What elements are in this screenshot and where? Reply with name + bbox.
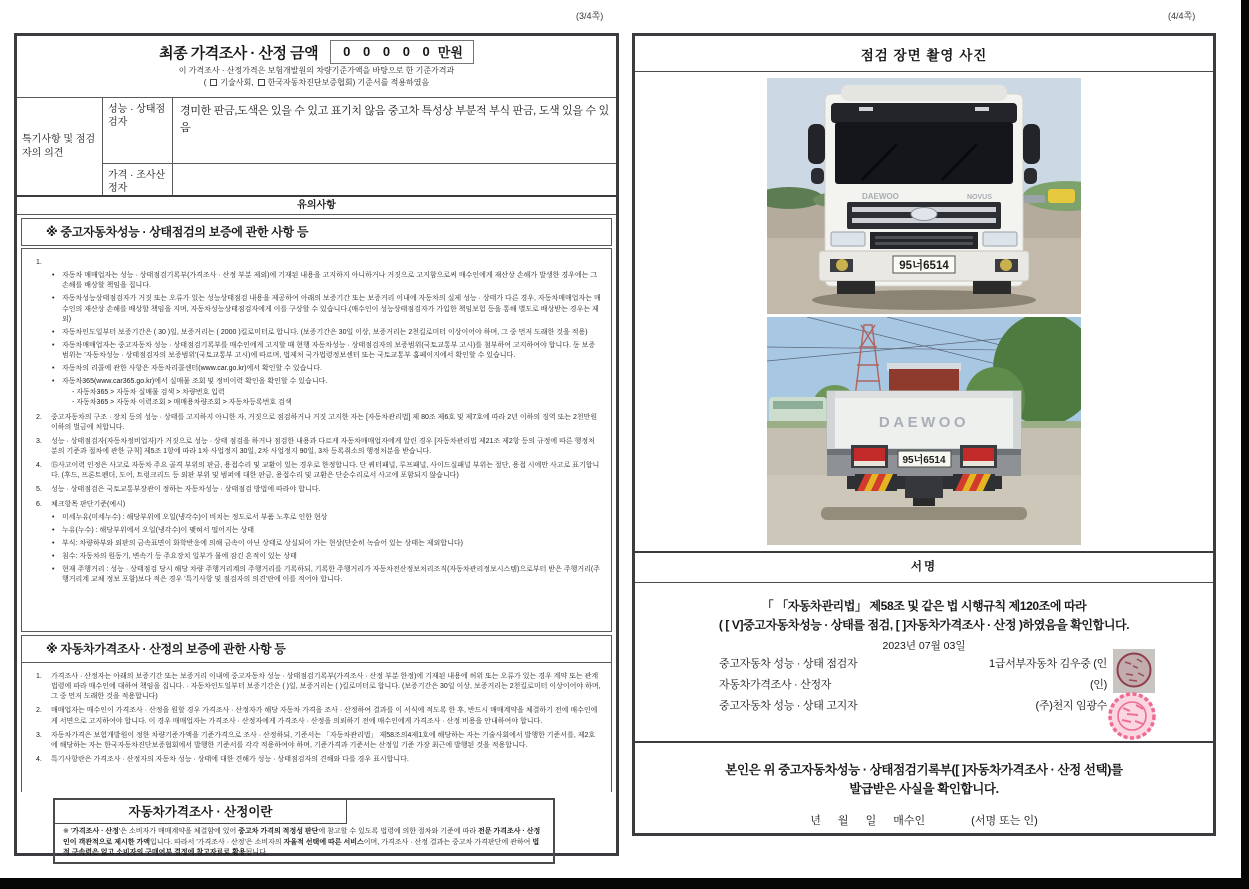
appraiser-opinion bbox=[173, 164, 616, 195]
standards-checkbox-1-label: 기술사회, bbox=[220, 78, 254, 87]
section2-title: ※ 자동차가격조사 · 산정의 보증에 관한 사항 등 bbox=[21, 635, 612, 663]
distant-vehicle bbox=[1023, 195, 1045, 203]
green-bus bbox=[769, 397, 827, 423]
headlight-right bbox=[983, 232, 1017, 246]
sun-visor bbox=[831, 103, 1017, 123]
front-badge-left: DAEWOO bbox=[862, 192, 899, 201]
front-tire-left bbox=[837, 281, 875, 294]
amount-unit: 만원 bbox=[437, 45, 463, 60]
buyer-confirmation-section bbox=[635, 743, 1213, 828]
fineprint-item: 매매업자는 매수인이 가격조사 · 산정을 원할 경우 가격조사 · 산정자가 해당 자동차 가격을 조사 · 산정하여 결과를 이 서식에 적도록 한 후, 반드시 매매계약을 체결하기 전에 매수인에게 서면으로 고지하여야 합니다. 이 경우 매매업자는 가격조사 · 산정자에게 가격조사 · 산정을 의뢰하기 전에 매수인에게 가격조사 · 산정 비용을 안내하여야 합니다. bbox=[51, 707, 598, 725]
bullet-icon: • bbox=[52, 341, 55, 349]
definition-body bbox=[55, 824, 553, 863]
buyer-date-line: 년 월 일 매수인 bbox=[810, 814, 926, 827]
license-plate-front-text: 95너6514 bbox=[899, 260, 949, 272]
signature-section bbox=[635, 583, 1213, 743]
fineprint-bullet: 침수: 자동차의 원동기, 변속기 등 주요장치 일부가 물에 잠긴 흔적이 있는 상태 bbox=[62, 553, 297, 561]
inspector-label: 성능 · 상태점검자 bbox=[103, 98, 173, 163]
bullet-icon: • bbox=[52, 295, 55, 303]
definition-text: 에 참고할 수 있도록 법령에 의한 절차와 기준에 따라 bbox=[318, 828, 478, 835]
item-number: 5. bbox=[36, 486, 42, 494]
confirmation-line1: 본인은 위 중고자동차성능 · 상태점검기록부([ ]자동차가격조사 · 산정 선택)를 bbox=[725, 763, 1123, 777]
signer-label: 자동차가격조사 · 산정자 bbox=[719, 679, 832, 692]
fineprint-item: 중고자동차의 구조 · 장치 등의 성능 · 상태를 고지하지 아니한 자, 거짓으로 점검하거나 거짓 고지한 자는 [자동차관리법] 제 80조 제6호 및 제7호에 따라 2년 이하의 징역 또는 2천만원 이하의 벌금에 처합니다. bbox=[51, 413, 598, 431]
item-number: 2. bbox=[36, 413, 42, 421]
mudflap-left bbox=[855, 474, 897, 491]
price-appraisal-definition-box bbox=[53, 798, 555, 864]
definition-text: 전문 가격조사 · 산정인이 객관적으로 제시한 가액 bbox=[63, 828, 541, 846]
bus-windows bbox=[773, 401, 823, 409]
signature-date: 2023년 07월 03일 bbox=[882, 640, 966, 653]
definition-text: 자율적 선택에 따른 서비스 bbox=[283, 838, 364, 846]
scan-edge-bottom bbox=[0, 878, 1249, 889]
rear-brand-text: DAEWOO bbox=[878, 414, 970, 431]
fineprint-subline: - 자동차365 > 자동차 실매물 검색 > 차량번호 입력 bbox=[72, 388, 225, 396]
appraiser-label: 가격 · 조사산정자 bbox=[103, 164, 173, 195]
bullet-icon: • bbox=[52, 513, 55, 521]
inspector-opinion: 경미한 판금,도색은 있을 수 있고 표기치 않음 중고차 특성상 부분적 부식 판금, 도색 있을 수 있음 bbox=[180, 105, 609, 135]
bullet-icon: • bbox=[52, 328, 55, 336]
definition-title: 자동차가격조사 · 산정이란 bbox=[55, 800, 347, 824]
definition-text: 법적 구속력은 없고 소비자의 구매여부 결정에 참고자료로 활용 bbox=[63, 838, 540, 856]
price-note-line2 bbox=[17, 77, 616, 89]
item-number: 6. bbox=[36, 500, 42, 508]
amount-digits: 0 0 0 0 0 bbox=[343, 44, 430, 59]
page-3 bbox=[14, 33, 619, 856]
front-badge-right: NOVUS bbox=[967, 194, 992, 201]
bullet-icon: • bbox=[52, 365, 55, 373]
remarks-row-label: 특기사항 및 점검자의 의견 bbox=[17, 98, 103, 195]
bullet-icon: • bbox=[52, 539, 55, 547]
signer-label: 중고자동차 성능 · 상태 고지자 bbox=[719, 700, 858, 713]
bullet-icon: • bbox=[52, 553, 55, 561]
bullet-icon: • bbox=[52, 378, 55, 386]
confirmation-line2: 발급받은 사실을 확인합니다. bbox=[849, 782, 999, 797]
signature-statement-line1: 「 「자동차관리법」 제58조 및 같은 법 시행규칙 제120조에 따라 bbox=[761, 599, 1087, 613]
rear-underbody bbox=[905, 476, 943, 498]
fineprint-bullet: 현재 주행거리 : 성능 · 상태점검 당시 해당 차량 주행거리계의 주행거리를 기록하되, 기록한 주행거리가 자동차전산정보처리조직(자동차관리정보시스템)으로부터 받은 주행거리(주행거리계 교체 정보 포함)보다 적은 경우 '특기사항 및 점검자의 의견'란에 이를 적어야 합니다. bbox=[62, 566, 600, 584]
photos-header: 점검 장면 촬영 사진 bbox=[635, 36, 1213, 72]
fineprint-bullet: 자동차인도일부터 보증기간은 ( 30 )일, 보증거리는 ( 2000 )킬로미터로 합니다. (보증기간은 30일 이상, 보증거리는 2천킬로미터 이상이어야 하며, 그 중 먼저 도래한 것을 적용) bbox=[62, 328, 588, 336]
definition-text: '은 소비자가 매매계약을 체결함에 있어 bbox=[118, 828, 239, 835]
notifier-seal-stamp-icon bbox=[1103, 689, 1161, 748]
signer-value: (주)천지 임광수 bbox=[1035, 700, 1107, 713]
right-mirror bbox=[1023, 124, 1040, 164]
page-marker-left: (3/4쪽) bbox=[576, 11, 604, 21]
page-marker-right: (4/4쪽) bbox=[1168, 11, 1196, 21]
item-number: 4. bbox=[36, 462, 42, 470]
section2-fineprint bbox=[21, 663, 612, 792]
fineprint-bullet: 미세누유(미세누수) : 해당부위에 오일(냉각수)이 비치는 정도로서 부품 노후로 인한 현상 bbox=[62, 513, 328, 521]
signer-label: 중고자동차 성능 · 상태 점검자 bbox=[719, 658, 858, 671]
signer-value: (인) bbox=[1089, 679, 1107, 692]
price-note-line1: 이 가격조사 · 산정가격은 보험개발원의 차량기준가액을 바탕으로 한 기준가격과 bbox=[178, 66, 455, 75]
fineprint-bullet: 자동차매매업자는 중고자동차 성능 · 상태점검기록부를 매수인에게 고지할 때 현행 자동차성능 · 상태점검자의 보증범위(국토교통부 고시)를 첨부하여 고지하여야 합니다. 동 보증범위는 '자동차성능 · 상태점검자의 보증범위'(국토교통부 고시)에 따르며, 법제처 국가법령정보센터 또는 국토교통부 홈페이지에서 확인할 수 있습니다. bbox=[62, 341, 596, 360]
fineprint-item: 자동차가격은 보험개발원이 정한 차량기준가액을 기준가격으로 조사 · 산정하되, 기준서는 「자동차관리법」 제58조의4제1호에 해당하는 자는 기술사회에서 발행한 기준서를, 제2호에 해당하는 자는 한국자동차진단보증협회에서 발행한 기준서를 각각 적용하여야 하며, 기준가격과 기준서는 산정일 기준 가장 최근에 발행된 것을 적용합니다. bbox=[51, 731, 596, 749]
item-number: 2. bbox=[36, 707, 42, 715]
final-price-title: 최종 가격조사 · 산정 금액 bbox=[159, 44, 319, 62]
final-price-section bbox=[17, 36, 616, 98]
yellow-bus bbox=[1048, 189, 1075, 203]
item-number: 3. bbox=[36, 437, 42, 445]
buyer-sign-note: (서명 또는 인) bbox=[971, 814, 1038, 827]
fineprint-item: 성능 · 상태점검자(자동차정비업자)가 거짓으로 성능 · 상태 점검을 하거나 점검한 내용과 다르게 자동차매매업자에게 알린 경우 [자동차관리법 제21조 제2항 등의 규정에 따른 행정처분의 기준과 절차에 관한 규칙] 제5조 1항에 따라 1차 사업정지 30일, 2차 사업정지 90일, 3차 등록취소의 행정처분을 받습니다. bbox=[51, 437, 595, 455]
fineprint-item: 특기사항란은 가격조사 · 산정자의 자동차 성능 · 상태에 대한 견해가 성능 · 상태점검자의 견해와 다를 경우 표시합니다. bbox=[51, 755, 409, 763]
fineprint-item: 체크항목 판단기준(예시) bbox=[51, 500, 126, 508]
fineprint-subline: - 자동차365 > 자동차 이력조회 > 매매용차량조회 > 자동차등록번호 검색 bbox=[72, 399, 292, 407]
definition-text: 가격조사 · 산정 bbox=[72, 828, 119, 835]
definition-text: 중고차 가격의 적정성 판단 bbox=[238, 828, 319, 835]
definition-text: 이며, 가격조사 · 산정 결과는 중고차 가격판단에 관하여 bbox=[363, 838, 533, 846]
bullet-icon: • bbox=[52, 566, 55, 574]
truck-front-photo bbox=[767, 78, 1081, 314]
lower-grille bbox=[870, 232, 978, 249]
definition-text: 입니다. 따라서 '가격조사 · 산정'은 소비자의 bbox=[149, 838, 284, 846]
standards-checkbox-2[interactable] bbox=[258, 79, 265, 86]
definition-text: ※ ' bbox=[63, 828, 73, 835]
section1-fineprint bbox=[21, 248, 612, 632]
windshield bbox=[835, 122, 1013, 184]
bullet-icon: • bbox=[52, 526, 55, 534]
bullet-icon: • bbox=[52, 272, 55, 280]
taillight-left bbox=[854, 448, 885, 461]
headlight-left bbox=[831, 232, 865, 246]
section1-title: ※ 중고자동차성능 · 상태점검의 보증에 관한 사항 등 bbox=[21, 218, 612, 246]
mudflap-right bbox=[953, 474, 995, 491]
fineprint-item: ⑮사고이력 인정은 사고로 자동차 주요 골격 부위의 판금, 용접수리 및 교환이 있는 경우로 한정합니다. 단 쿼터패널, 루프패널, 사이드실패널 부위는 절단, 용접 시에만 사고로 표기합니다. (후드, 프론트펜더, 도어, 트렁크리드 등 외판 부위 및 범퍼에 대한 판금, 용접수리 및 교환은 단순수리로서 사고에 포함되지 않습니다) bbox=[51, 462, 600, 480]
signer-value: 1급서부자동차 김우중 (인 bbox=[989, 658, 1107, 671]
fineprint-item: 가격조사 · 산정자는 아래의 보증기간 또는 보증거리 이내에 중고자동차 성능 · 상태점검기록부(가격조사 · 산정 부분 한정)에 기재된 내용에 허위 또는 오류가 있는 경우 계약 또는 관계법령에 따라 매수인에 대하여 책임을 집니다. · 자동차인도일부터 보증기간은 ( )일, 보증거리는 ( )킬로미터로 합니다. (보증기간은 30일 이상, 보증거리는 2천킬로미터 이상이어야 하며, 그 중 먼저 도래한 것을 적용합니다) bbox=[51, 673, 601, 701]
fineprint-item: 성능 · 상태점검은 국토교통부장관이 정하는 자동차성능 · 상태점검 방법에 따라야 합니다. bbox=[51, 486, 321, 494]
final-price-amount-box bbox=[330, 40, 474, 64]
page-4 bbox=[632, 33, 1216, 836]
definition-text: 됩니다. bbox=[245, 849, 268, 856]
truck-shadow bbox=[821, 507, 1027, 520]
item-number: 1. bbox=[36, 259, 42, 266]
taillight-right bbox=[963, 448, 994, 461]
item-number: 3. bbox=[36, 731, 42, 739]
standards-checkbox-2-label: 한국자동차진단보증협회) 기준서를 적용하였음 bbox=[267, 78, 430, 87]
photos-area bbox=[635, 72, 1213, 553]
remarks-section bbox=[17, 98, 616, 197]
fineprint-bullet: 누유(누수) : 해당부위에서 오일(냉각수)이 맺혀서 떨어지는 상태 bbox=[62, 526, 254, 534]
fineprint-bullet: 자동차의 리콜에 관한 사항은 자동차리콜센터(www.car.go.kr)에서 확인할 수 있습니다. bbox=[62, 365, 322, 373]
fineprint-bullet: 자동차365(www.car365.go.kr)에서 실매물 조회 및 정비이력 확인을 확인할 수 있습니다. bbox=[62, 378, 328, 386]
note2-prefix: ( bbox=[203, 78, 207, 87]
item-number: 1. bbox=[36, 673, 42, 680]
standards-checkbox-1[interactable] bbox=[210, 79, 217, 86]
left-mirror bbox=[808, 124, 825, 164]
notice-header: 유의사항 bbox=[17, 197, 616, 215]
truck-front bbox=[808, 85, 1040, 294]
license-plate-rear-text: 95너6514 bbox=[902, 455, 946, 466]
signature-header: 서명 bbox=[635, 553, 1213, 583]
signature-statement-line2: ( [ V]중고자동차성능 · 상태를 점검, [ ]자동차가격조사 · 산정 )하였음을 확인합니다. bbox=[718, 618, 1130, 633]
fineprint-bullet: 자동차성능상태점검자가 거짓 또는 오류가 있는 성능상태점검 내용을 제공하여 아래의 보증기간 또는 보증거리 이내에 자동차의 실제 성능 · 상태가 다른 경우, 자동차매매업자는 매수인의 재산상 손해를 배상할 책임을 지며, 자동차성능상태점검자에게 이를 구상할 수 있습니다.(매수인이 성능상태점검자가 가입한 책임보험 등을 통해 별도로 배상받는 경우는 제외) bbox=[62, 295, 601, 323]
item-number: 4. bbox=[36, 755, 42, 763]
truck-rear-photo bbox=[767, 317, 1081, 545]
scan-edge-right bbox=[1241, 0, 1249, 889]
front-tire-right bbox=[973, 281, 1011, 294]
fineprint-bullet: 자동차 매매업자는 성능 · 상태점검기록부(가격조사 · 산정 부분 제외)에 기재된 내용을 고지하지 아니하거나 거짓으로 고지함으로써 매수인에게 재산상 손해가 발생한 경우에는 그 손해를 배상할 책임을 집니다. bbox=[62, 272, 598, 290]
fineprint-bullet: 부식: 차량하부와 외판의 금속표면이 화학반응에 의해 금속이 아닌 상태로 상실되어 가는 현상(단순히 녹슬어 있는 상태는 제외합니다) bbox=[62, 539, 463, 547]
